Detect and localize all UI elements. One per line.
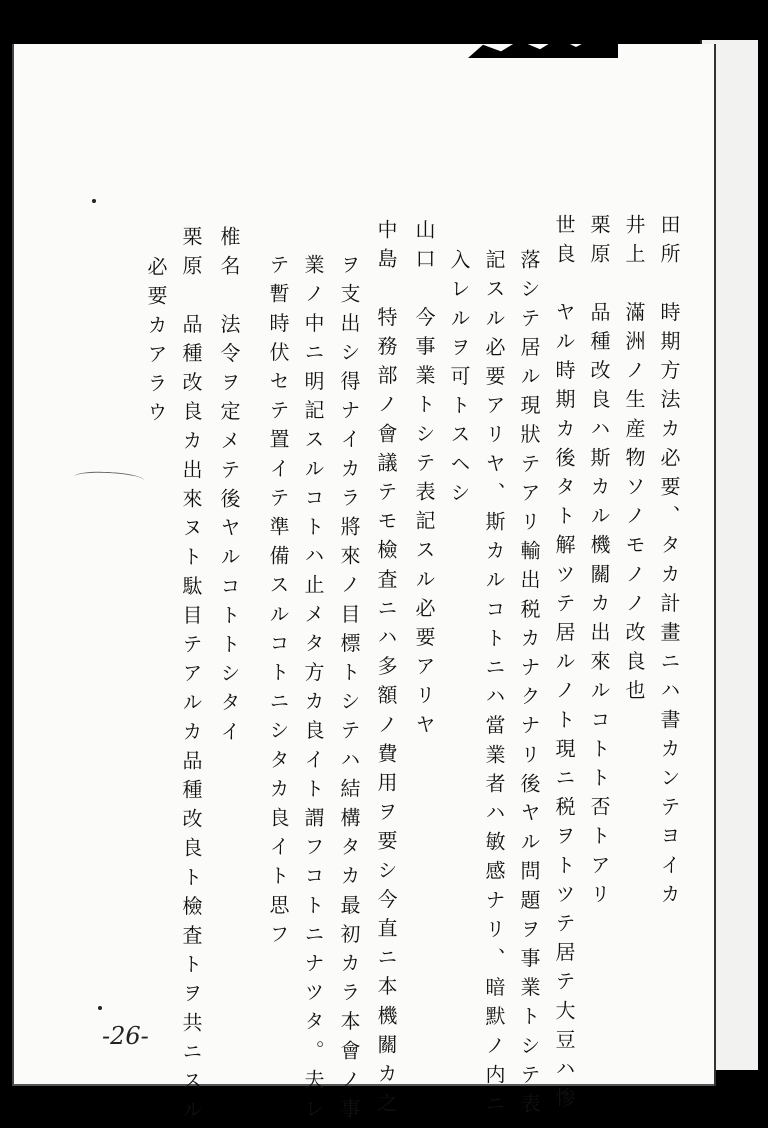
text-column-15: 必要カアラウ [144, 256, 168, 431]
text-column-10: ヲ支出シ得ナイカラ將來ノ目標トシテハ結構タカ最初カラ本會ノ事 [337, 254, 361, 1127]
text-column-13: 椎名 法令ヲ定メテ後ヤルコトトシタイ [217, 226, 241, 750]
text-column-5: 落シテ居ル現狀テアリ輸出税カナクナリ後ヤル問題ヲ事業トシテ表 [517, 249, 541, 1122]
text-column-8: 山口 今事業トシテ表記スル必要アリヤ [412, 219, 436, 743]
text-column-9: 中島 特務部ノ會議テモ檢査ニハ多額ノ費用ヲ要シ今直ニ本機關カ之 [374, 219, 398, 1122]
text-column-2: 井上 滿洲ノ生産物ソノモノノ改良也 [622, 214, 646, 709]
text-column-7: 入レルヲ可トスヘシ [447, 249, 471, 511]
text-column-4: 世良 ヤル時期カ後タト解ツテ居ルノト現ニ税ヲトツテ居テ大豆ハ惨 [552, 214, 576, 1117]
text-column-12: テ暫時伏セテ置イテ準備スルコトニシタカ良イト思フ [266, 254, 290, 953]
text-column-14: 栗原 品種改良カ出來ヌト駄目テアルカ品種改良ト檢査トヲ共ニスル [179, 226, 203, 1128]
text-column-11: 業ノ中ニ明記スルコトハ止メタ方カ良イト謂フコトニナツタ。夫レ [301, 254, 325, 1127]
text-column-6: 記スル必要アリヤ、斯カルコトニハ當業者ハ敏感ナリ、暗默ノ内ニ [482, 249, 506, 1122]
document-page [12, 44, 714, 1128]
text-column-3: 栗原 品種改良ハ斯カル機關カ出來ルコトト否トアリ [587, 214, 611, 913]
page-number: -26- [102, 1022, 149, 1050]
speck [98, 1006, 102, 1010]
speck [92, 199, 96, 203]
stray-pen-mark [74, 470, 145, 487]
text-column-1: 田所 時期方法カ必要、タカ計畫ニハ書カンテヨイカ [657, 214, 681, 913]
